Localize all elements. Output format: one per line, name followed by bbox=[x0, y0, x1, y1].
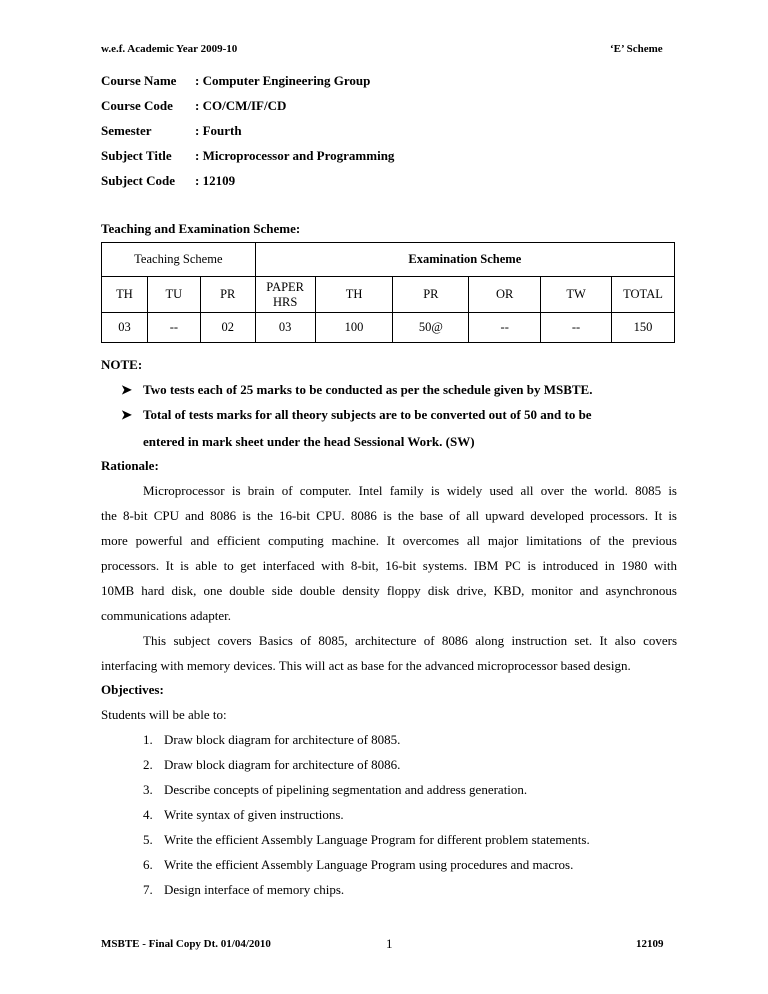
footer-copy: MSBTE - Final Copy Dt. 01/04/2010 bbox=[101, 938, 271, 950]
col-header-tw: TW bbox=[541, 277, 612, 313]
objective-item bbox=[143, 857, 573, 873]
subject-code-value: : 12109 bbox=[195, 173, 236, 188]
note-bullet-1: Two tests each of 25 marks to be conducted as per the schedule given by MSBTE. bbox=[143, 382, 593, 397]
objectives-title: Objectives: bbox=[101, 682, 164, 697]
rationale-title: Rationale: bbox=[101, 458, 159, 473]
paper-hrs-line1: PAPER bbox=[266, 279, 305, 294]
objective-text: Write syntax of given instructions. bbox=[164, 807, 344, 822]
course-name-value: : Computer Engineering Group bbox=[195, 73, 371, 88]
course-code-label: Course Code bbox=[101, 98, 173, 113]
subject-title-label: Subject Title bbox=[101, 148, 172, 163]
objective-item bbox=[143, 807, 344, 823]
note-bullet-2-cont: entered in mark sheet under the head Sessional Work. (SW) bbox=[143, 434, 475, 449]
exam-scheme-header: Examination Scheme bbox=[255, 243, 674, 277]
paper-hrs-line2: HRS bbox=[272, 294, 298, 309]
value-paper-hrs: 03 bbox=[255, 313, 315, 343]
objective-number: 3. bbox=[143, 782, 153, 797]
value-th: 03 bbox=[102, 313, 148, 343]
subject-title-value: : Microprocessor and Programming bbox=[195, 148, 395, 163]
rationale-line: This subject covers Basics of 8085, architecture of 8086 along instruction set. It also covers bbox=[143, 633, 677, 648]
col-header-tu: TU bbox=[147, 277, 200, 313]
rationale-line: processors. It is able to get interfaced with 8-bit, 16-bit systems. IBM PC is introduced in 1980 with bbox=[101, 558, 677, 573]
rationale-line: Microprocessor is brain of computer. Intel family is widely used all over the world. 8085 is bbox=[143, 483, 677, 498]
scheme-table bbox=[101, 242, 675, 343]
value-tw: -- bbox=[541, 313, 612, 343]
value-exam-pr: 50@ bbox=[393, 313, 469, 343]
objective-text: Describe concepts of pipelining segmentation and address generation. bbox=[164, 782, 528, 797]
header-year: w.e.f. Academic Year 2009-10 bbox=[101, 43, 238, 55]
footer-code: 12109 bbox=[636, 938, 664, 950]
value-pr: 02 bbox=[200, 313, 255, 343]
objective-text: Write the efficient Assembly Language Program for different problem statements. bbox=[164, 832, 590, 847]
objective-number: 1. bbox=[143, 732, 153, 747]
rationale-line: the 8-bit CPU and 8086 is the 16-bit CPU. 8086 is the base of all upward developed processors. It is bbox=[101, 508, 677, 523]
arrow-bullet-icon: ➤ bbox=[121, 407, 132, 422]
subject-code-row bbox=[101, 173, 236, 189]
col-header-pr: PR bbox=[200, 277, 255, 313]
objectives-intro: Students will be able to: bbox=[101, 707, 227, 722]
page-number: 1 bbox=[386, 936, 393, 951]
subject-title-row bbox=[101, 148, 395, 164]
col-header-exam-th: TH bbox=[315, 277, 393, 313]
rationale-line: more powerful and efficient computing machine. It overcomes all major limitations of the previous bbox=[101, 533, 677, 548]
objective-number: 2. bbox=[143, 757, 153, 772]
course-name-row bbox=[101, 73, 371, 89]
value-total: 150 bbox=[611, 313, 674, 343]
rationale-line: interfacing with memory devices. This will act as base for the advanced microprocessor based design. bbox=[101, 658, 631, 673]
objective-item bbox=[143, 732, 400, 748]
semester-row bbox=[101, 123, 242, 139]
col-header-total: TOTAL bbox=[611, 277, 674, 313]
objective-number: 4. bbox=[143, 807, 153, 822]
objective-item bbox=[143, 832, 590, 848]
rationale-line: 10MB hard disk, one double side double density floppy disk drive, KBD, monitor and asynchronous bbox=[101, 583, 677, 598]
note-title: NOTE: bbox=[101, 357, 143, 372]
objective-number: 5. bbox=[143, 832, 153, 847]
objective-number: 6. bbox=[143, 857, 153, 872]
objective-text: Write the efficient Assembly Language Program using procedures and macros. bbox=[164, 857, 574, 872]
objective-item bbox=[143, 882, 344, 898]
col-header-paper-hrs bbox=[255, 277, 315, 313]
rationale-line: communications adapter. bbox=[101, 608, 231, 623]
value-tu: -- bbox=[147, 313, 200, 343]
scheme-title: Teaching and Examination Scheme: bbox=[101, 221, 301, 236]
objective-text: Draw block diagram for architecture of 8085. bbox=[164, 732, 401, 747]
col-header-exam-pr: PR bbox=[393, 277, 469, 313]
subject-code-label: Subject Code bbox=[101, 173, 176, 188]
objective-text: Draw block diagram for architecture of 8086. bbox=[164, 757, 401, 772]
teaching-scheme-header: Teaching Scheme bbox=[102, 243, 256, 277]
objective-number: 7. bbox=[143, 882, 153, 897]
arrow-bullet-icon: ➤ bbox=[121, 382, 132, 397]
semester-label: Semester bbox=[101, 123, 152, 138]
course-code-value: : CO/CM/IF/CD bbox=[195, 98, 287, 113]
semester-value: : Fourth bbox=[195, 123, 242, 138]
value-exam-th: 100 bbox=[315, 313, 393, 343]
col-header-th: TH bbox=[102, 277, 148, 313]
note-bullet-2: Total of tests marks for all theory subjects are to be converted out of 50 and to be bbox=[143, 407, 592, 422]
course-name-label: Course Name bbox=[101, 73, 177, 88]
col-header-or: OR bbox=[469, 277, 541, 313]
value-or: -- bbox=[469, 313, 541, 343]
objective-item bbox=[143, 782, 527, 798]
objective-text: Design interface of memory chips. bbox=[164, 882, 345, 897]
header-scheme: ‘E’ Scheme bbox=[610, 43, 663, 55]
course-code-row bbox=[101, 98, 287, 114]
objective-item bbox=[143, 757, 400, 773]
